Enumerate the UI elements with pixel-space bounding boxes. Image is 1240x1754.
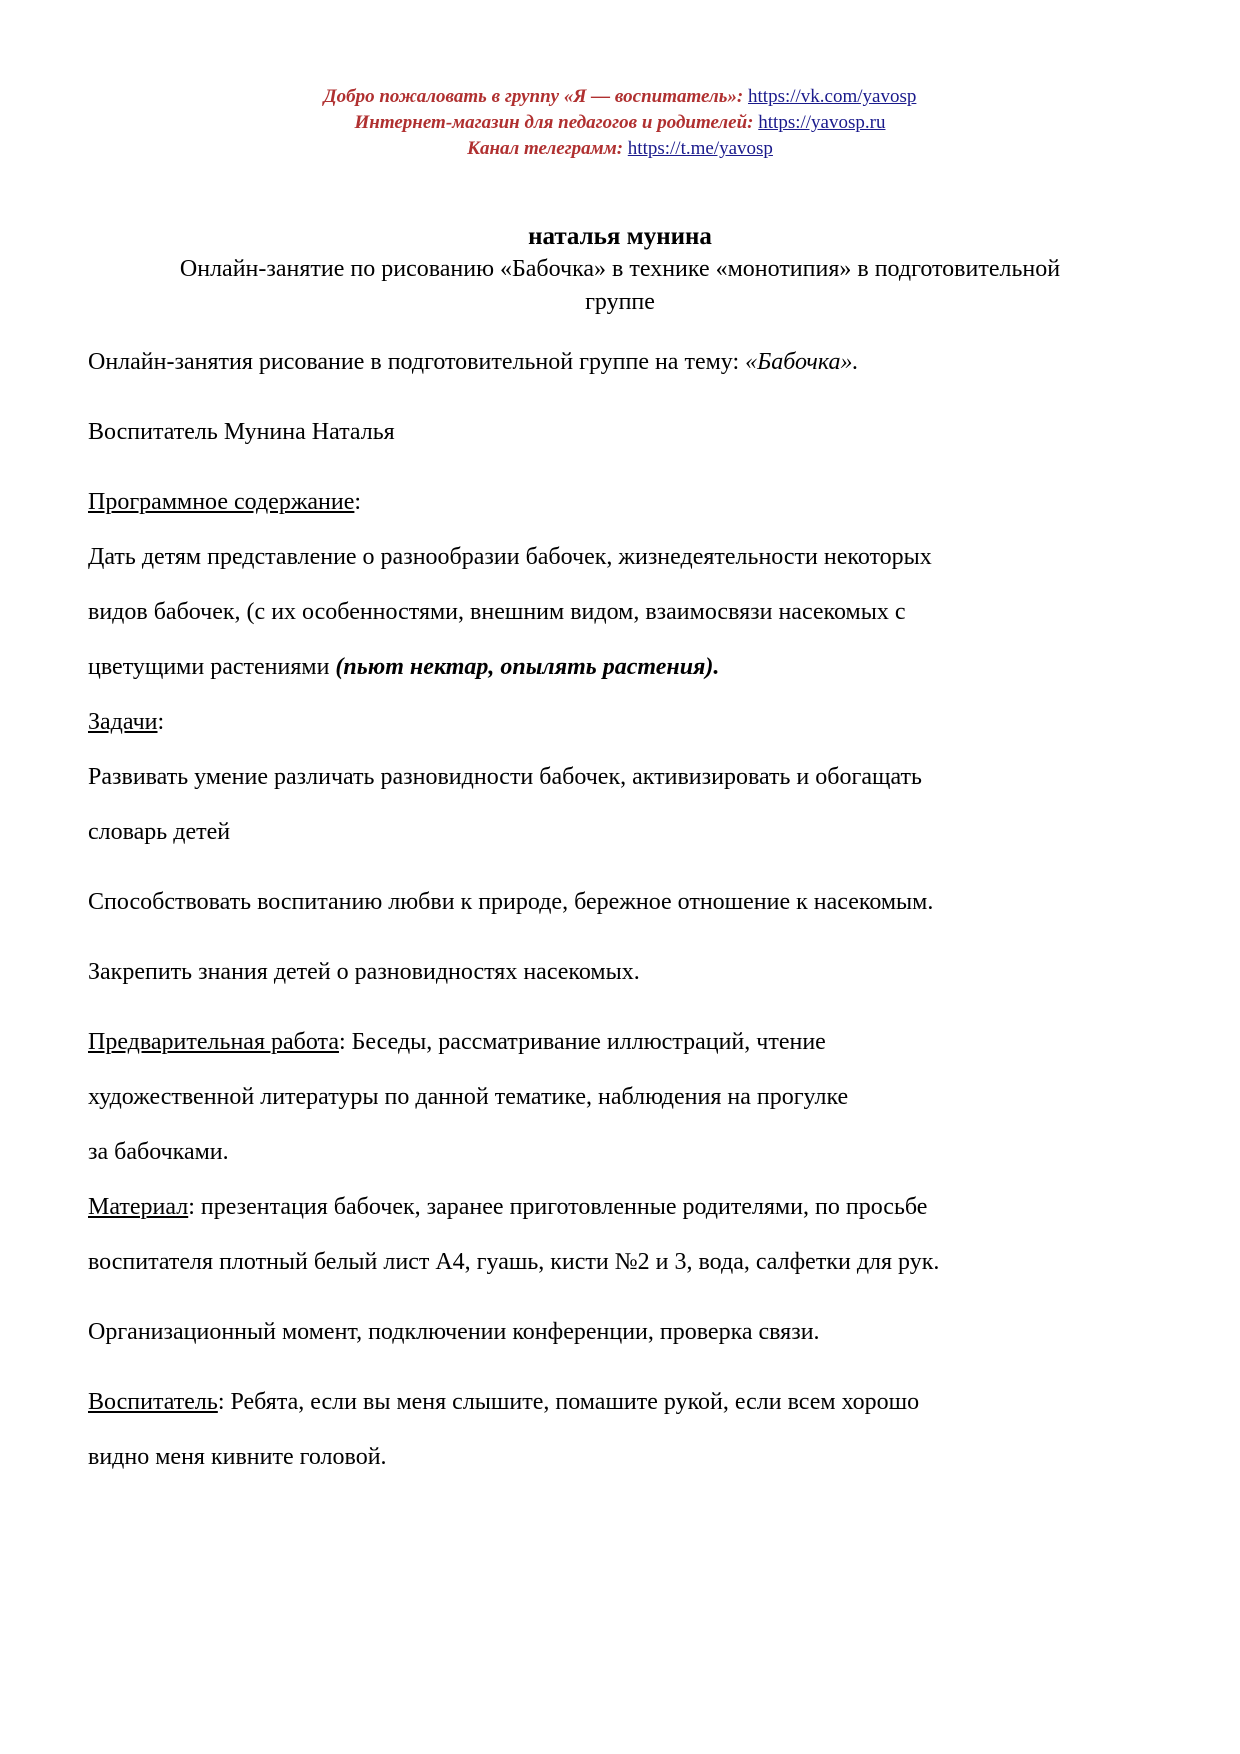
- tasks-heading: [88, 695, 1152, 750]
- text-line: [88, 805, 1152, 860]
- text-segment: за бабочками.: [88, 1139, 229, 1165]
- task-develop-paragraph: [88, 750, 1152, 860]
- text-line: [88, 335, 1152, 390]
- text-line: [88, 1305, 1152, 1360]
- document-title: наталья мунина: [528, 223, 712, 250]
- task-consolidate-paragraph: [88, 945, 1152, 1000]
- program-content-heading: [88, 475, 1152, 530]
- text-segment: Закрепить знания детей о разновидностях насекомых.: [88, 959, 640, 985]
- text-segment: Развивать умение различать разновидности бабочек, активизировать и обогащать: [88, 764, 922, 790]
- text-segment: : презентация бабочек, заранее приготовленные родителями, по просьбе: [188, 1194, 928, 1220]
- telegram-label: Канал телеграмм:: [467, 138, 628, 159]
- text-segment: Воспитатель: [88, 1389, 218, 1415]
- text-line: [88, 1125, 1152, 1180]
- teacher-speech-paragraph: [88, 1375, 1152, 1485]
- text-segment: видов бабочек, (с их особенностями, внешним видом, взаимосвязи насекомых с: [88, 599, 906, 625]
- program-content-paragraph: [88, 530, 1152, 695]
- text-segment: Программное содержание: [88, 489, 355, 515]
- text-segment: Способствовать воспитанию любви к природе, бережное отношение к насекомым.: [88, 889, 934, 915]
- text-line: [88, 475, 1152, 530]
- text-segment: «Бабочка».: [745, 349, 859, 375]
- text-segment: Задачи: [88, 709, 158, 735]
- text-segment: видно меня кивните головой.: [88, 1444, 387, 1470]
- text-segment: :: [157, 709, 165, 735]
- document-body: [88, 335, 1152, 1485]
- text-segment: художественной литературы по данной тематике, наблюдения на прогулке: [88, 1084, 849, 1110]
- vk-group-link[interactable]: https://vk.com/yavosp: [748, 86, 917, 107]
- text-line: [88, 1430, 1152, 1485]
- text-segment: : Беседы, рассматривание иллюстраций, чтение: [338, 1029, 826, 1055]
- telegram-link[interactable]: https://t.me/yavosp: [627, 138, 773, 159]
- topic-paragraph: [88, 335, 1152, 390]
- text-segment: словарь детей: [88, 819, 231, 845]
- text-line: [88, 585, 1152, 640]
- text-segment: Онлайн-занятия рисование в подготовительной группе на тему:: [88, 349, 746, 375]
- text-line: [88, 405, 1152, 460]
- text-line: [88, 945, 1152, 1000]
- text-segment: воспитателя плотный белый лист А4, гуашь, кисти №2 и 3, вода, салфетки для рук.: [88, 1249, 940, 1275]
- text-segment: : Ребята, если вы меня слышите, помашите рукой, если всем хорошо: [217, 1389, 920, 1415]
- telegram-header-line: [88, 136, 1152, 162]
- text-segment: Материал: [88, 1194, 189, 1220]
- text-segment: Дать детям представление о разнообразии бабочек, жизнедеятельности некоторых: [88, 544, 932, 570]
- promo-header: [88, 0, 1152, 162]
- text-segment: Предварительная работа: [88, 1029, 339, 1055]
- text-line: [88, 1235, 1152, 1290]
- organizational-moment-paragraph: [88, 1305, 1152, 1360]
- text-line: [88, 875, 1152, 930]
- text-segment: :: [354, 489, 362, 515]
- document-subtitle: [88, 253, 1152, 319]
- text-line: [88, 530, 1152, 585]
- text-line: [88, 1180, 1152, 1235]
- text-line: [88, 1070, 1152, 1125]
- text-line: [88, 750, 1152, 805]
- materials-paragraph: [88, 1180, 1152, 1290]
- text-line: [88, 1015, 1152, 1070]
- task-nurture-paragraph: [88, 875, 1152, 930]
- text-line: [88, 640, 1152, 695]
- text-segment: (пьют нектар, опылять растения).: [335, 654, 720, 680]
- text-segment: Организационный момент, подключении конференции, проверка связи.: [88, 1319, 820, 1345]
- preliminary-work-paragraph: [88, 1015, 1152, 1180]
- text-line: [88, 695, 1152, 750]
- teacher-paragraph: [88, 405, 1152, 460]
- text-segment: Воспитатель Мунина Наталья: [88, 419, 395, 445]
- shop-header-line: [88, 110, 1152, 136]
- document-subtitle-line: группе: [585, 289, 655, 315]
- shop-label: Интернет-магазин для педагогов и родителей:: [354, 112, 759, 133]
- document-subtitle-line: Онлайн-занятие по рисованию «Бабочка» в технике «монотипия» в подготовительной: [179, 256, 1061, 282]
- text-line: [88, 1375, 1152, 1430]
- vk-group-label: Добро пожаловать в группу «Я — воспитатель»:: [323, 86, 749, 107]
- shop-link[interactable]: https://yavosp.ru: [758, 112, 886, 133]
- vk-group-header-line: [88, 84, 1152, 110]
- text-segment: цветущими растениями: [88, 654, 336, 680]
